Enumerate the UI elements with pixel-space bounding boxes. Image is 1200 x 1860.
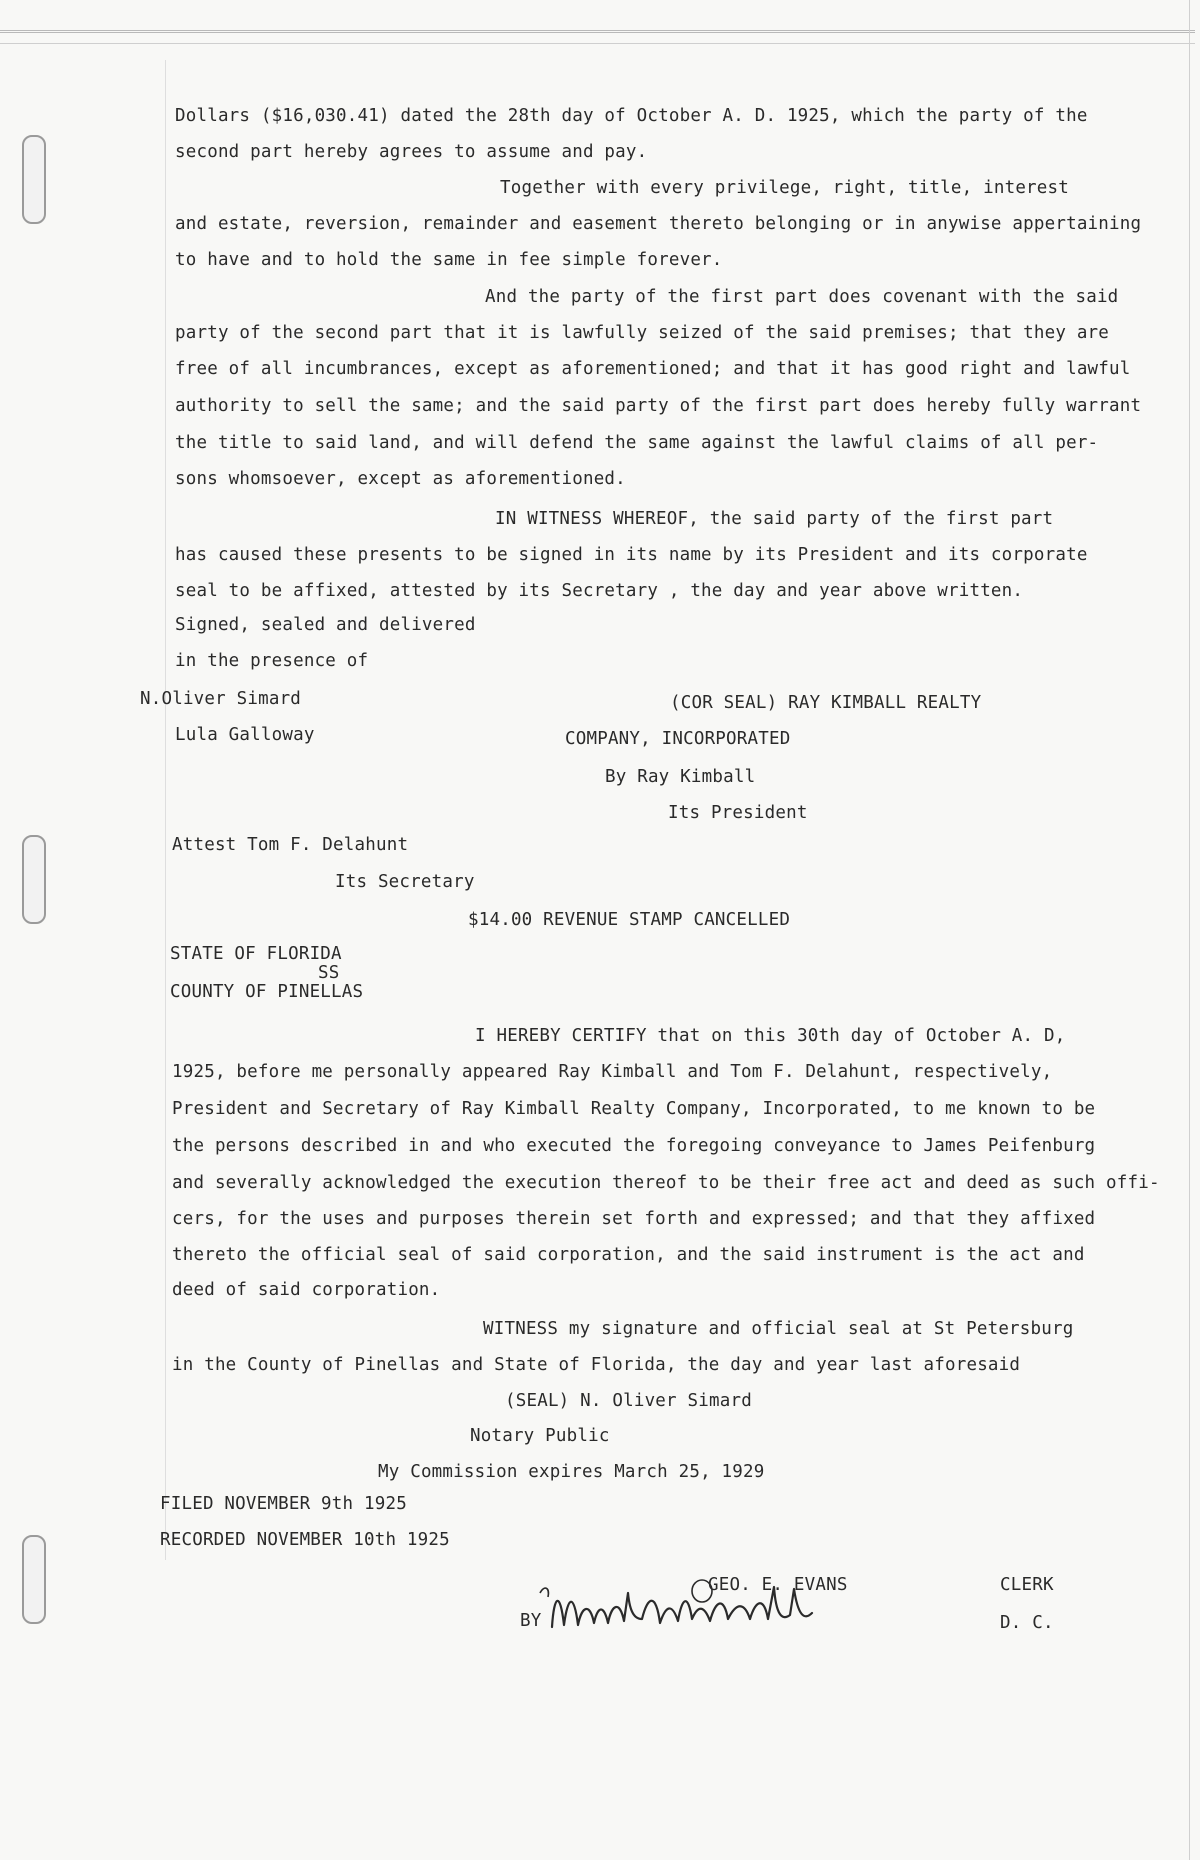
attest-line: Attest Tom F. Delahunt (172, 835, 409, 855)
body-line: party of the second part that it is lawfully seized of the said premises; that they are (175, 323, 1110, 343)
by-label: BY (520, 1611, 542, 1631)
margin-line (165, 60, 166, 1560)
clerk-title: CLERK (1000, 1575, 1054, 1595)
body-line: authority to sell the same; and the said party of the first part does hereby fully warrant (175, 396, 1142, 416)
clerk-name: GEO. E. EVANS (708, 1575, 848, 1595)
body-line: Dollars ($16,030.41) dated the 28th day of October A. D. 1925, which the party of the (175, 106, 1088, 126)
witness-signature: Lula Galloway (175, 725, 315, 745)
binder-hole-icon (22, 135, 46, 224)
venue-county: COUNTY OF PINELLAS (170, 982, 364, 1002)
binder-hole-icon (22, 835, 46, 924)
witness-signature: N.Oliver Simard (140, 689, 302, 709)
body-line: second part hereby agrees to assume and pay. (175, 142, 648, 162)
body-line: IN WITNESS WHEREOF, the said party of the first part (495, 509, 1054, 529)
body-line: seal to be affixed, attested by its Secretary , the day and year above written. (175, 581, 1024, 601)
signer-line: By Ray Kimball (605, 767, 756, 787)
filed-date: FILED NOVEMBER 9th 1925 (160, 1494, 407, 1514)
body-line: Signed, sealed and delivered (175, 615, 476, 635)
certificate-line: in the County of Pinellas and State of Florida, the day and year last aforesaid (172, 1355, 1021, 1375)
body-line: And the party of the first part does covenant with the said (485, 287, 1119, 307)
page-edge (1189, 0, 1190, 1860)
body-line: to have and to hold the same in fee simple forever. (175, 250, 723, 270)
recorded-date: RECORDED NOVEMBER 10th 1925 (160, 1530, 450, 1550)
corporate-name-line: COMPANY, INCORPORATED (565, 729, 791, 749)
notary-seal-line: (SEAL) N. Oliver Simard (505, 1391, 752, 1411)
venue-state: STATE OF FLORIDA (170, 944, 342, 964)
certificate-line: the persons described in and who executed the foregoing conveyance to James Peifenburg (172, 1136, 1096, 1156)
certificate-line: WITNESS my signature and official seal at St Petersburg (483, 1319, 1074, 1339)
certificate-line: I HEREBY CERTIFY that on this 30th day of October A. D, (475, 1026, 1066, 1046)
body-line: free of all incumbrances, except as aforementioned; and that it has good right and lawful (175, 359, 1131, 379)
body-line: and estate, reversion, remainder and easement thereto belonging or in anywise appertaining (175, 214, 1142, 234)
certificate-line: thereto the official seal of said corporation, and the said instrument is the act and (172, 1245, 1085, 1265)
signer-title: Its President (668, 803, 808, 823)
venue-ss: SS (318, 963, 340, 983)
binder-hole-icon (22, 1535, 46, 1624)
certificate-line: 1925, before me personally appeared Ray Kimball and Tom F. Delahunt, respectively, (172, 1062, 1053, 1082)
body-line: in the presence of (175, 651, 369, 671)
notary-title: Notary Public (470, 1426, 610, 1446)
body-line: sons whomsoever, except as aforementioned. (175, 469, 626, 489)
attest-title: Its Secretary (335, 872, 475, 892)
body-line: Together with every privilege, right, title, interest (500, 178, 1070, 198)
body-line: has caused these presents to be signed in its name by its President and its corporate (175, 545, 1088, 565)
body-line: the title to said land, and will defend the same against the lawful claims of all per- (175, 433, 1099, 453)
top-rule (0, 30, 1195, 44)
deputy-clerk-label: D. C. (1000, 1613, 1054, 1633)
certificate-line: deed of said corporation. (172, 1280, 441, 1300)
commission-expiry: My Commission expires March 25, 1929 (378, 1462, 765, 1482)
corporate-seal-line: (COR SEAL) RAY KIMBALL REALTY (670, 693, 982, 713)
certificate-line: and severally acknowledged the execution thereof to be their free act and deed as such offi- (172, 1173, 1160, 1193)
certificate-line: President and Secretary of Ray Kimball Realty Company, Incorporated, to me known to be (172, 1099, 1096, 1119)
certificate-line: cers, for the uses and purposes therein set forth and expressed; and that they affixed (172, 1209, 1096, 1229)
handwritten-signature (532, 1575, 862, 1645)
revenue-stamp-note: $14.00 REVENUE STAMP CANCELLED (468, 910, 791, 930)
